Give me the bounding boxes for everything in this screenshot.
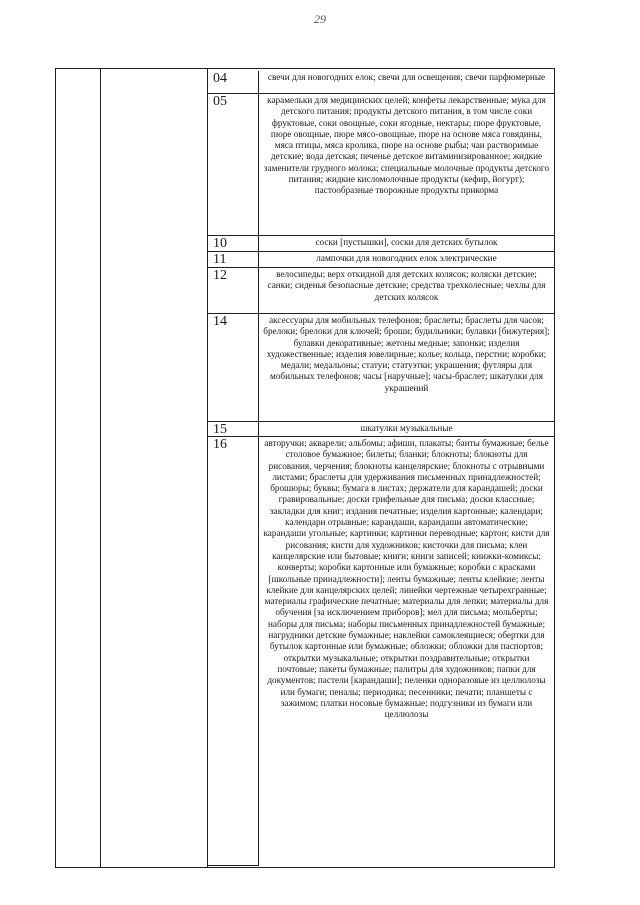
table-row	[207, 94, 554, 236]
goods-description: карамельки для медицинских целей; конфеты лекарственные; мука для детского питания; продукты детского питания, в том числе соки фруктовые, соки овощные, соки ягодные, нектары; пюре фруктовые, пюре овощные, пюре мясо-овощные, пюре на основе мяса говядины, мяса птицы, мяса кролика, пюре на основе рыбы; чаи растворимые детские; вода детская; печенье детское витаминизированное; жидкие заменители грудного молока; специальные молочные продукты детского питания; жидкие кисломолочные продукты (кефир, йогурт); пастообразные творожные продукты прикорма	[259, 94, 554, 236]
table-row	[207, 314, 554, 422]
goods-description: лампочки для новогодних елок электрические	[259, 252, 554, 268]
goods-description: велосипеды; верх откидной для детских колясок; коляски детские; санки; сиденья безопасные детские; средства трехколесные; чехлы для детских колясок	[259, 268, 554, 314]
goods-description: соски [пустышки], соски для детских бутылок	[259, 236, 554, 252]
table-row	[207, 71, 554, 94]
class-code: 15	[207, 422, 259, 437]
table-row	[207, 268, 554, 314]
class-code: 10	[207, 236, 259, 252]
table-row	[207, 422, 554, 437]
class-code: 11	[207, 252, 259, 268]
table-row	[207, 236, 554, 252]
goods-description: аксессуары для мобильных телефонов; браслеты; браслеты для часов; брелоки; брелоки для ключей; броши; будильники; булавки [бижутерия]; булавки декоративные; жетоны медные; запонки; изделия художественные; изделия ювелирные; колье; кольца, перстни; коробки; медали; медальоны; статуи; статуэтки; украшения; футляры для мобильных телефонов; часы [наручные]; часы-браслет; шкатулки для украшений	[259, 314, 554, 422]
class-code: 16	[207, 437, 259, 866]
class-code: 14	[207, 314, 259, 422]
table-row	[207, 437, 554, 866]
goods-description: свечи для новогодних елок; свечи для освещения; свечи парфюмерные	[259, 71, 554, 94]
class-code: 05	[207, 94, 259, 236]
class-code: 04	[207, 71, 259, 94]
class-code: 12	[207, 268, 259, 314]
goods-description: авторучки; акварели; альбомы; афиши, плакаты; банты бумажные; белье столовое бумажное; билеты; бланки; блокноты; блокноты для рисования, черчения; блокноты канцелярские; блокноты с отрывными листами; браслеты для удерживания письменных принадлежностей; брошюры; буквы; бумага в листах; держатели для карандашей; доски гравировальные; доски грифельные для письма; доски классные; закладки для книг; издания печатные; изделия картонные; календари; календари отрывные; карандаши, карандаши автоматические; карандаши угольные; картинки; картинки переводные; картон; кисти для рисования; кисти для художников; кисточки для письма; клеи канцелярские или бытовые; книги; книги записей; книжки-комиксы; конверты; коробки картонные или бумажные; коробки с красками [школьные принадлежности]; ленты бумажные; ленты клейкие; ленты клейкие для канцелярских целей; линейки чертежные четырехгранные; материалы графические печатные; материалы для лепки; материалы для обучения [за исключением приборов]; мел для письма; мольберты; наборы для письма; наборы письменных принадлежностей бумажные; нагрудники детские бумажные; наклейки самоклеящиеся; обертки для бутылок картонные или бумажные; обложки; обложки для паспортов; открытки музыкальные; открытки поздравительные; открытки почтовые; пакеты бумажные; палитры для художников; папки для документов; пастели [карандаши]; пеленки одноразовые из целлюлозы или бумаги; пеналы; периодика; песенники; печати; планшеты с зажимом; платки носовые бумажные; подгузники из бумаги или целлюлозы	[263, 438, 550, 720]
column-divider-left	[100, 69, 101, 867]
goods-description: шкатулки музыкальные	[259, 422, 554, 437]
page-number: 29	[314, 12, 326, 26]
goods-classification-table	[55, 68, 555, 868]
table-row	[207, 252, 554, 268]
